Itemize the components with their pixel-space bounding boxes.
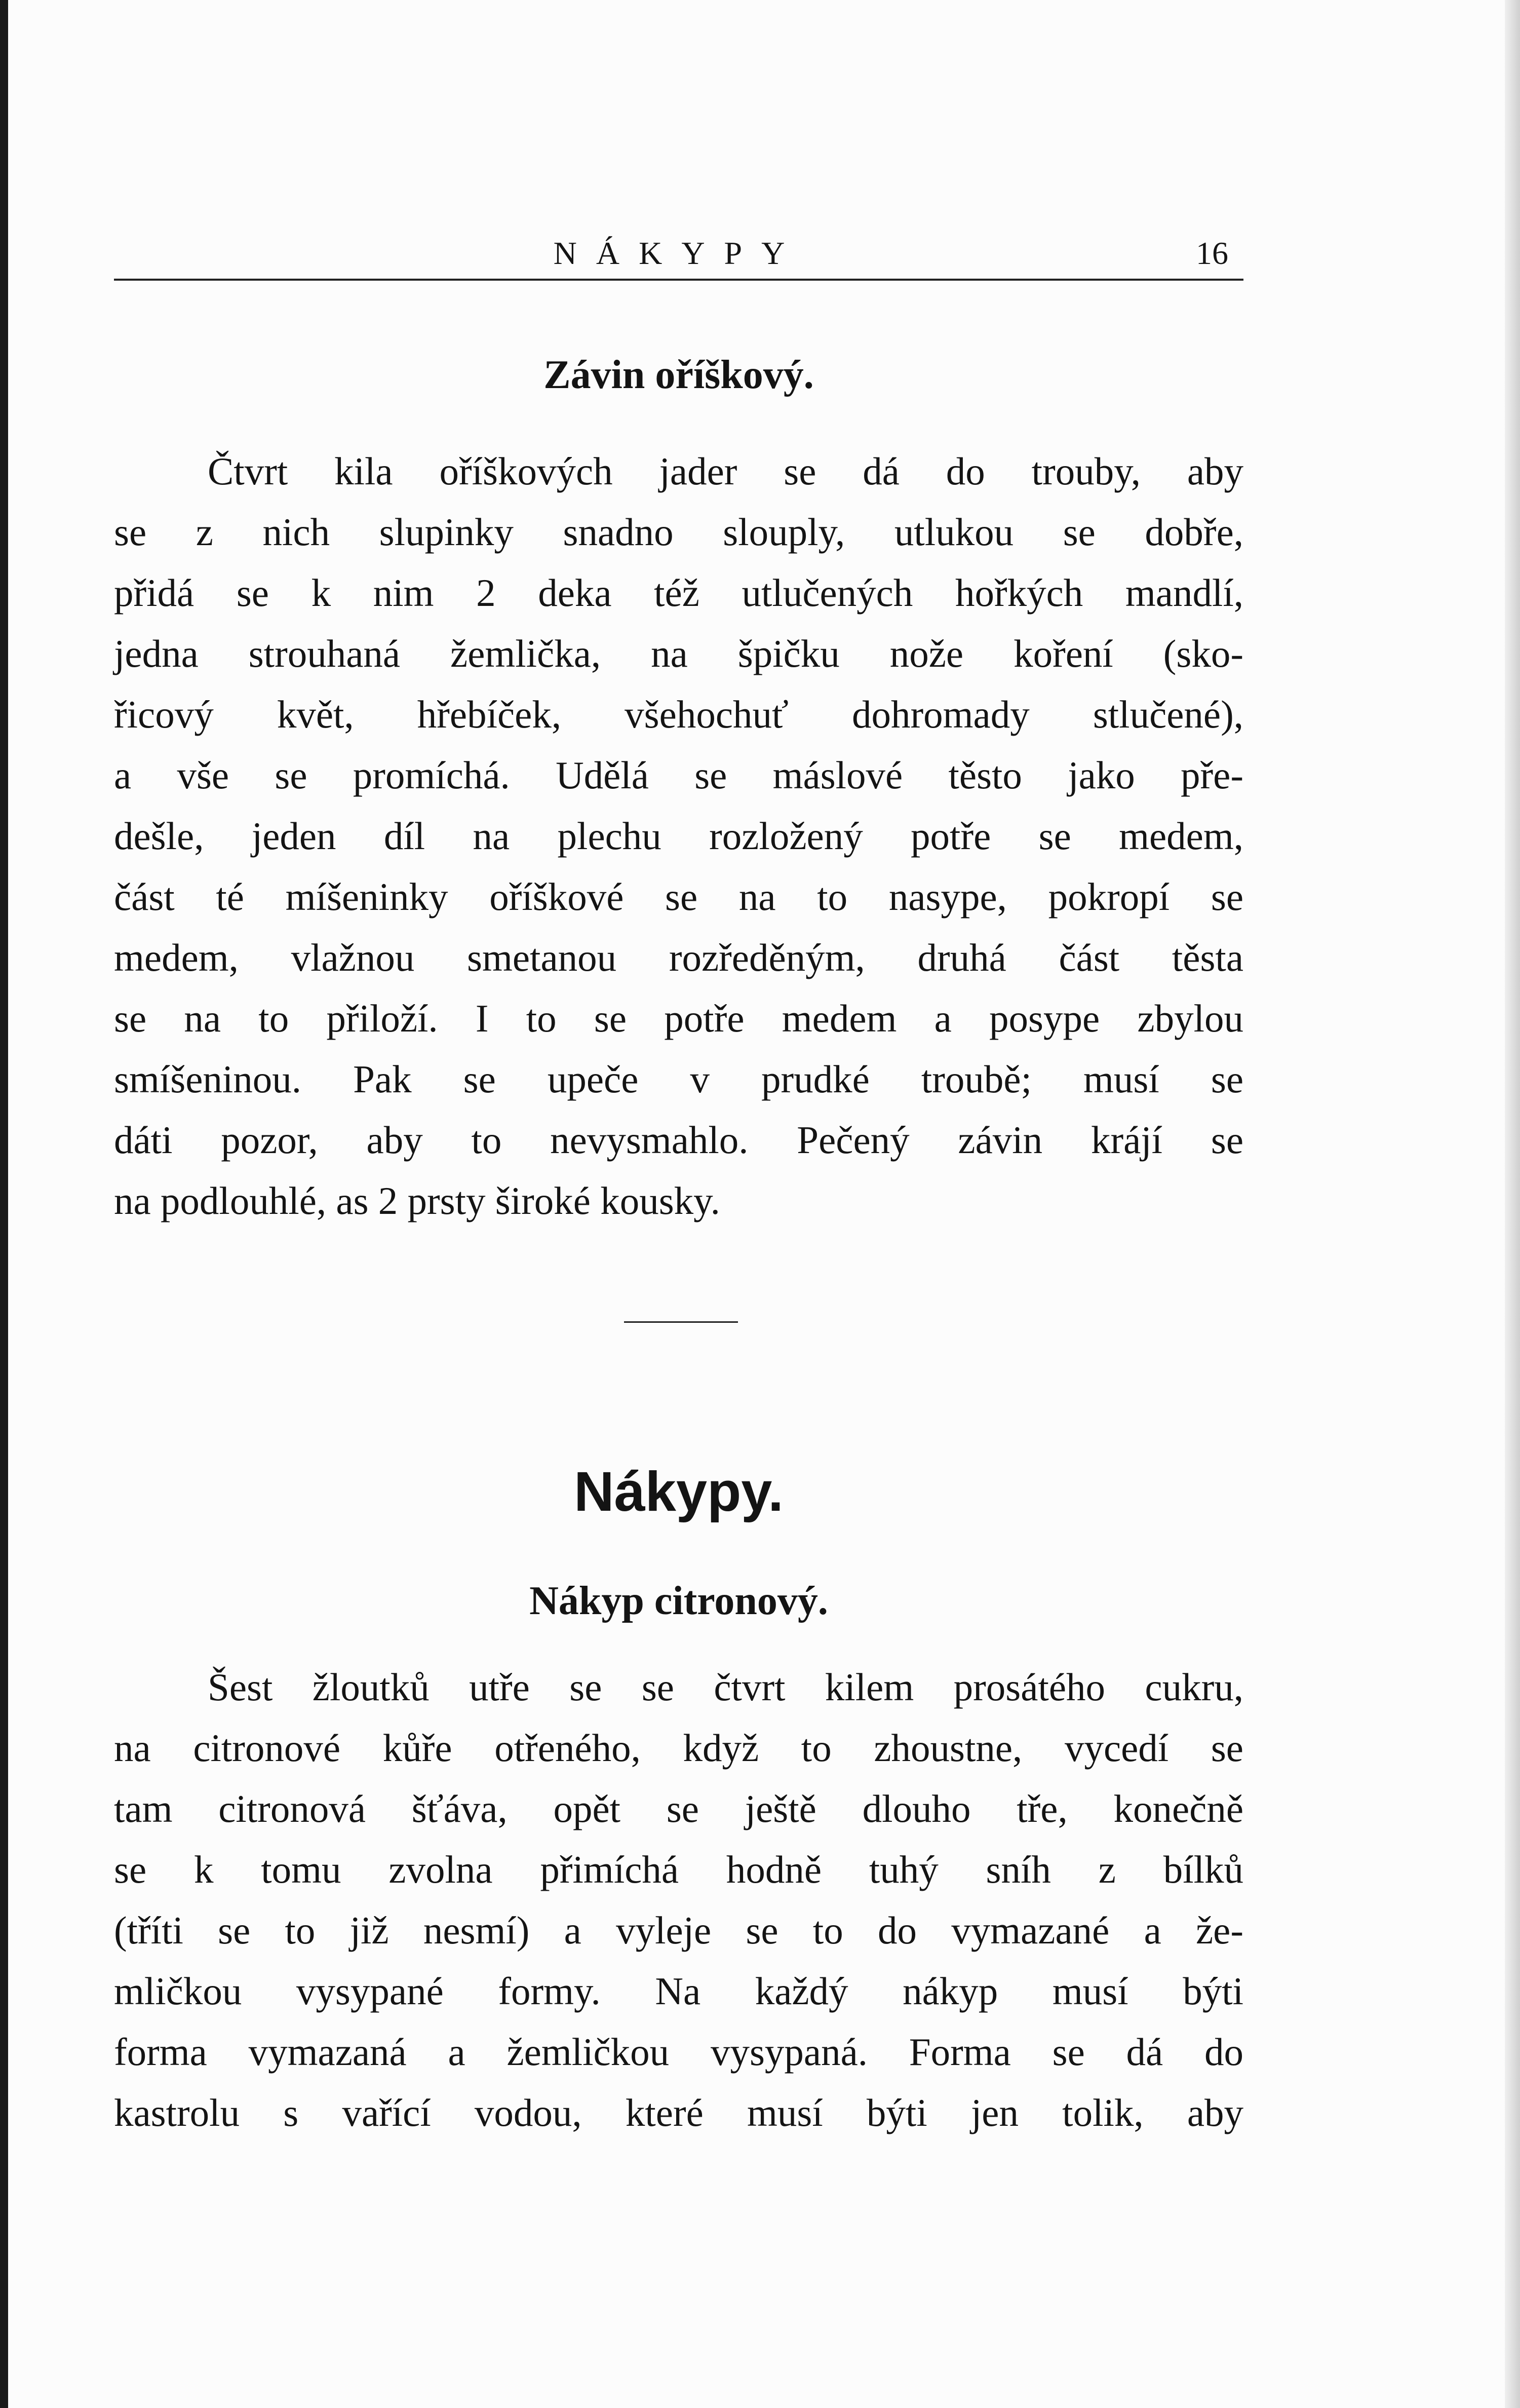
text-line: se k tomu zvolna přimíchá hodně tuhý sníh z bílků — [114, 1848, 1243, 1891]
text-line: na podlouhlé, as 2 prsty široké kousky. — [114, 1179, 720, 1222]
section-title: Nákypy. — [574, 1461, 784, 1523]
running-head: NÁKYPY — [553, 235, 804, 271]
page-number: 16 — [1196, 235, 1228, 271]
recipe-text-nakyp — [114, 1657, 1243, 2143]
text-line: přidá se k nim 2 deka též utlučených hořkých mandlí, — [114, 571, 1243, 615]
text-line: se z nich slupinky snadno slouply, utlukou se dobře, — [114, 510, 1243, 554]
page-left-edge — [0, 0, 8, 2408]
page-right-edge — [1505, 0, 1520, 2408]
text-line: na citronové kůře otřeného, když to zhoustne, vycedí se — [114, 1726, 1243, 1770]
text-line: dešle, jeden díl na plechu rozložený potře se medem, — [114, 814, 1243, 858]
text-line: jedna strouhaná žemlička, na špičku nože koření (sko- — [114, 632, 1243, 675]
text-line: dáti pozor, aby to nevysmahlo. Pečený závin krájí se — [114, 1118, 1243, 1162]
recipe-title-zavin: Závin oříškový. — [543, 353, 814, 397]
text-line: řicový květ, hřebíček, všehochuť dohromady stlučené), — [114, 693, 1243, 736]
text-line: Čtvrt kila oříškových jader se dá do trouby, aby — [208, 449, 1243, 493]
text-line: mličkou vysypané formy. Na každý nákyp musí býti — [114, 1969, 1243, 2013]
recipe-text-zavin — [114, 441, 1243, 1231]
text-line: forma vymazaná a žemličkou vysypaná. Forma se dá do — [114, 2030, 1243, 2074]
page-header — [114, 223, 1243, 281]
text-line: část té míšeninky oříškové se na to nasype, pokropí se — [114, 875, 1243, 919]
section-separator — [624, 1321, 738, 1323]
text-line: Šest žloutků utře se se čtvrt kilem prosátého cukru, — [208, 1665, 1243, 1709]
text-line: medem, vlažnou smetanou rozředěným, druhá část těsta — [114, 936, 1243, 979]
text-line: a vše se promíchá. Udělá se máslové těsto jako pře- — [114, 753, 1243, 797]
text-line: (tříti se to již nesmí) a vyleje se to do vymazané a že- — [114, 1908, 1243, 1952]
recipe-title-nakyp: Nákyp citronový. — [529, 1579, 828, 1623]
text-line: kastrolu s vařící vodou, které musí býti jen tolik, aby — [114, 2091, 1243, 2134]
text-line: se na to přiloží. I to se potře medem a posype zbylou — [114, 997, 1243, 1040]
text-line: smíšeninou. Pak se upeče v prudké troubě; musí se — [114, 1057, 1243, 1101]
text-line: tam citronová šťáva, opět se ještě dlouho tře, konečně — [114, 1787, 1243, 1830]
